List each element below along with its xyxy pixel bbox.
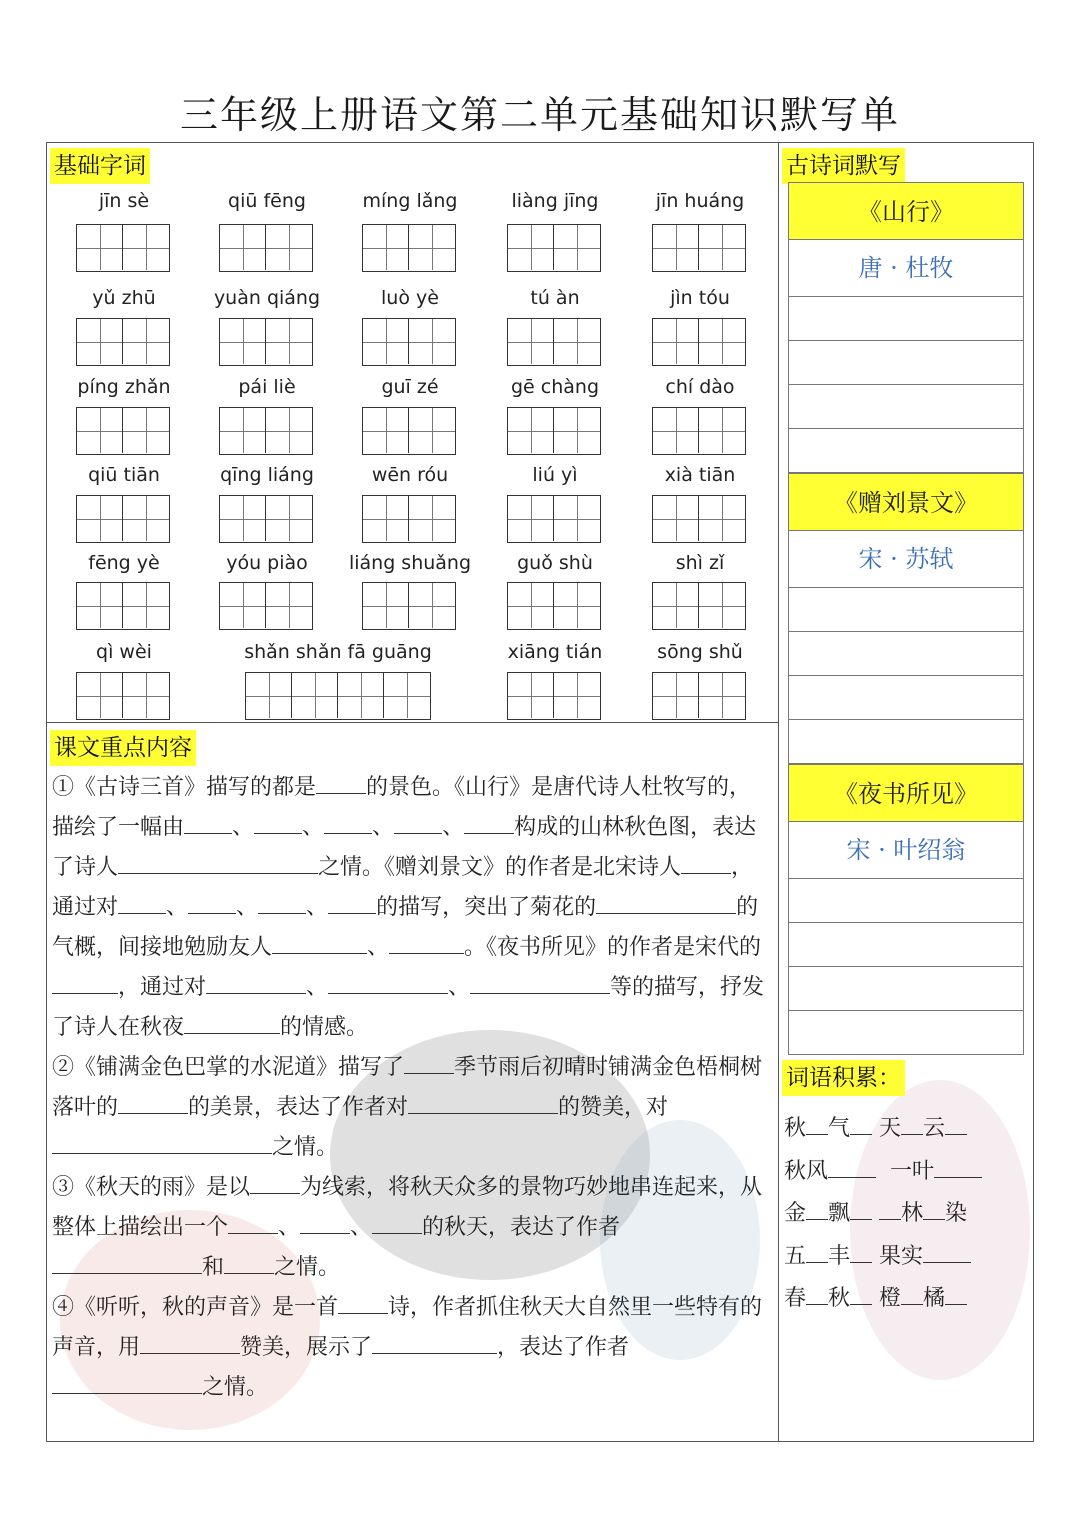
word-accumulation: [784, 1108, 1024, 1321]
writing-grid[interactable]: [652, 318, 746, 366]
writing-grid[interactable]: [76, 224, 170, 272]
page-title: 三年级上册语文第二单元基础知识默写单: [179, 93, 900, 137]
writing-grid[interactable]: [362, 224, 456, 272]
pinyin-label: liú yì: [532, 464, 578, 486]
pinyin-label: xiāng tián: [507, 641, 603, 663]
writing-grid[interactable]: [362, 318, 456, 366]
poem-title: 《赠刘景文》: [788, 473, 1024, 531]
writing-grid[interactable]: [652, 672, 746, 720]
words-tag: 词语积累：: [782, 1060, 905, 1096]
poem-line[interactable]: [788, 341, 1024, 385]
pinyin-label: míng lǎng: [362, 190, 458, 212]
lesson-content: [52, 768, 768, 1408]
pinyin-label: gē chàng: [510, 376, 600, 398]
word-row: 金 飘 林 染: [784, 1201, 968, 1226]
writing-grid[interactable]: [76, 318, 170, 366]
poem-line[interactable]: [788, 588, 1024, 632]
writing-grid-four[interactable]: [245, 672, 431, 720]
poem-line[interactable]: [788, 923, 1024, 967]
pinyin-label: chí dào: [665, 376, 735, 398]
word-row: 春 秋 橙 橘: [784, 1278, 1024, 1321]
pinyin-label: shǎn shǎn fā guāng: [244, 641, 432, 663]
poem-line[interactable]: [788, 1011, 1024, 1055]
writing-grid[interactable]: [219, 224, 313, 272]
pinyin-label: yuàn qiáng: [213, 287, 321, 309]
pinyin-label: liáng shuǎng: [348, 552, 472, 574]
writing-grid[interactable]: [219, 318, 313, 366]
poem-column: [788, 182, 1024, 1055]
basic-words-tag: 基础字词: [50, 148, 150, 184]
poem-line[interactable]: [788, 676, 1024, 720]
pinyin-label: qiū fēng: [228, 190, 306, 212]
poem-line[interactable]: [788, 385, 1024, 429]
poem-author: 宋 · 叶绍翁: [788, 822, 1024, 879]
writing-grid[interactable]: [507, 582, 601, 630]
writing-grid[interactable]: [507, 318, 601, 366]
pinyin-label: xià tiān: [664, 464, 736, 486]
column-divider: [778, 142, 779, 1442]
pinyin-label: pái liè: [238, 376, 296, 398]
poem-line[interactable]: [788, 632, 1024, 676]
word-row: 五 丰 果实: [784, 1236, 1024, 1279]
writing-grid[interactable]: [362, 495, 456, 543]
writing-grid[interactable]: [219, 582, 313, 630]
pinyin-label: píng zhǎn: [77, 376, 171, 398]
writing-grid[interactable]: [76, 495, 170, 543]
writing-grid[interactable]: [652, 224, 746, 272]
pinyin-label: fēng yè: [88, 552, 160, 574]
writing-grid[interactable]: [507, 224, 601, 272]
lesson-item-3: ③《秋天的雨》是以 为线索，将秋天众多的景物巧妙地串连起来，从整体上描绘出一个 、 、 的秋天，表达了作者和 之情。: [52, 1175, 763, 1280]
poem-title: 《山行》: [788, 182, 1024, 240]
lesson-item-4: ④《听听，秋的声音》是一首 诗，作者抓住秋天大自然里一些特有的声音，用 赞美，展示了 ，表达了作者之情。: [52, 1295, 763, 1400]
pinyin-label: qīng liáng: [220, 464, 314, 486]
writing-grid[interactable]: [652, 495, 746, 543]
pinyin-label: tú àn: [530, 287, 580, 309]
writing-grid[interactable]: [219, 495, 313, 543]
poem-line[interactable]: [788, 297, 1024, 341]
pinyin-label: jìn tóu: [670, 287, 730, 309]
writing-grid[interactable]: [507, 495, 601, 543]
poems-tag: 古诗词默写: [782, 148, 905, 184]
pinyin-label: guǒ shù: [517, 552, 593, 574]
poem-line[interactable]: [788, 879, 1024, 923]
writing-grid[interactable]: [76, 672, 170, 720]
poem-line[interactable]: [788, 967, 1024, 1011]
poem-author: 唐 · 杜牧: [788, 240, 1024, 297]
poem-title: 《夜书所见》: [788, 764, 1024, 822]
word-row: 秋风 一叶: [784, 1151, 1024, 1194]
writing-grid[interactable]: [219, 407, 313, 455]
writing-grid[interactable]: [362, 407, 456, 455]
lesson-item-2: ②《铺满金色巴掌的水泥道》描写了 季节雨后初晴时铺满金色梧桐树落叶的 的美景，表达了作者对 的赞美，对之情。: [52, 1055, 763, 1160]
pinyin-label: jīn huáng: [655, 190, 745, 212]
lesson-item-1: ①《古诗三首》描写的都是 的景色。《山行》是唐代诗人杜牧写的，描绘了一幅由 、 、 、 、 构成的山林秋色图，表达了诗人 之情。《赠刘景文》的作者是北宋诗人 ，通过对 、 、 、 的描写，突出了菊花的 的气概，间接地勉励友人 、 。《夜书所见》的作者是宋代的，通过对 、 、 等的描写，抒发了诗人在秋夜 的情感。: [52, 775, 765, 1040]
writing-grid[interactable]: [507, 672, 601, 720]
section-divider: [46, 722, 778, 723]
pinyin-label: qì wèi: [96, 641, 152, 663]
pinyin-label: wēn róu: [371, 464, 449, 486]
pinyin-label: qiū tiān: [88, 464, 160, 486]
writing-grid[interactable]: [76, 407, 170, 455]
writing-grid[interactable]: [652, 582, 746, 630]
pinyin-label: sōng shǔ: [657, 641, 743, 663]
poem-author: 宋 · 苏轼: [788, 531, 1024, 588]
writing-grid[interactable]: [507, 407, 601, 455]
pinyin-label: yǔ zhū: [92, 287, 156, 309]
pinyin-label: luò yè: [381, 287, 439, 309]
pinyin-label: liàng jīng: [511, 190, 599, 212]
writing-grid[interactable]: [362, 582, 456, 630]
writing-grid[interactable]: [76, 582, 170, 630]
poem-line[interactable]: [788, 720, 1024, 764]
pinyin-label: guī zé: [381, 376, 439, 398]
pinyin-label: shì zǐ: [675, 552, 725, 574]
pinyin-label: jīn sè: [98, 190, 150, 212]
lesson-key-tag: 课文重点内容: [50, 730, 196, 766]
writing-grid[interactable]: [652, 407, 746, 455]
poem-line[interactable]: [788, 429, 1024, 473]
pinyin-label: yóu piào: [226, 552, 308, 574]
word-row: 秋 气 天 云: [784, 1108, 1024, 1151]
